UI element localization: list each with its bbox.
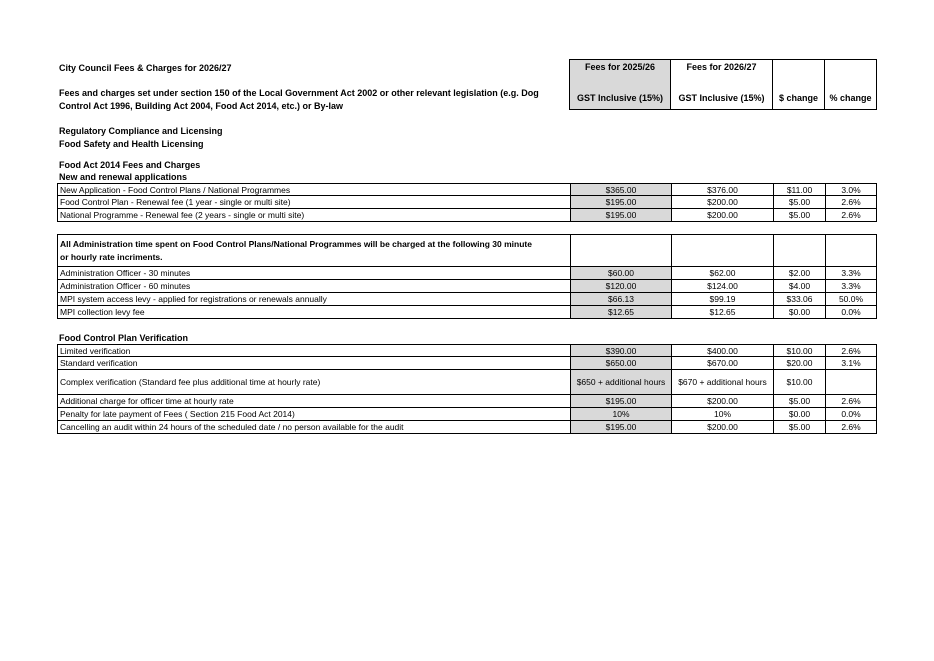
row-dollar-change: $10.00 bbox=[773, 345, 825, 356]
table-row bbox=[57, 357, 877, 370]
row-old-fee: 10% bbox=[570, 408, 671, 420]
row-new-fee: $12.65 bbox=[671, 306, 773, 318]
table-row bbox=[57, 183, 877, 196]
row-new-fee: $99.19 bbox=[671, 293, 773, 305]
row-pct-change: 3.3% bbox=[825, 280, 877, 292]
row-pct-change: 2.6% bbox=[825, 345, 877, 356]
row-pct-change: 50.0% bbox=[825, 293, 877, 305]
table-row bbox=[57, 370, 877, 395]
row-pct-change: 0.0% bbox=[825, 306, 877, 318]
row-description: National Programme - Renewal fee (2 years - single or multi site) bbox=[57, 209, 570, 221]
header-old-fees bbox=[569, 59, 671, 110]
admin-note-blank-old bbox=[570, 235, 671, 266]
row-description: MPI collection levy fee bbox=[57, 306, 570, 318]
row-description: Additional charge for officer time at hourly rate bbox=[57, 395, 570, 407]
row-dollar-change: $0.00 bbox=[773, 408, 825, 420]
admin-note-row bbox=[57, 234, 877, 267]
row-dollar-change: $5.00 bbox=[773, 196, 825, 208]
row-new-fee: $200.00 bbox=[671, 395, 773, 407]
row-description: Standard verification bbox=[57, 357, 570, 369]
table-row bbox=[57, 306, 877, 319]
row-new-fee: $376.00 bbox=[671, 184, 773, 195]
admin-note-blank-pct bbox=[825, 235, 877, 266]
section-heading-regulatory: Regulatory Compliance and Licensing bbox=[59, 126, 223, 136]
header-dollar-change-label: $ change bbox=[778, 93, 818, 103]
row-new-fee: $62.00 bbox=[671, 267, 773, 279]
row-new-fee: 10% bbox=[671, 408, 773, 420]
header-pct-change bbox=[824, 59, 877, 110]
row-pct-change: 2.6% bbox=[825, 209, 877, 221]
section-heading-food-safety: Food Safety and Health Licensing bbox=[59, 139, 204, 149]
row-pct-change: 3.3% bbox=[825, 267, 877, 279]
admin-note-line2: or hourly rate incriments. bbox=[60, 252, 163, 262]
table-row bbox=[57, 280, 877, 293]
row-old-fee: $650 + additional hours bbox=[570, 370, 671, 394]
table-row bbox=[57, 395, 877, 408]
table-row bbox=[57, 196, 877, 209]
row-new-fee: $670 + additional hours bbox=[671, 370, 773, 394]
row-old-fee: $195.00 bbox=[570, 209, 671, 221]
row-old-fee: $60.00 bbox=[570, 267, 671, 279]
row-old-fee: $650.00 bbox=[570, 357, 671, 369]
admin-note-blank-new bbox=[671, 235, 773, 266]
row-description: Administration Officer - 30 minutes bbox=[57, 267, 570, 279]
row-old-fee: $195.00 bbox=[570, 421, 671, 433]
row-old-fee: $365.00 bbox=[570, 184, 671, 195]
row-description: MPI system access levy - applied for registrations or renewals annually bbox=[57, 293, 570, 305]
row-description: Cancelling an audit within 24 hours of the scheduled date / no person available for the audit bbox=[57, 421, 570, 433]
row-dollar-change: $5.00 bbox=[773, 395, 825, 407]
row-new-fee: $200.00 bbox=[671, 196, 773, 208]
table-row bbox=[57, 267, 877, 280]
row-description: Limited verification bbox=[57, 345, 570, 356]
row-old-fee: $390.00 bbox=[570, 345, 671, 356]
row-dollar-change: $5.00 bbox=[773, 421, 825, 433]
table-row bbox=[57, 209, 877, 222]
page-title: City Council Fees & Charges for 2026/27 bbox=[59, 63, 232, 73]
row-description: New Application - Food Control Plans / National Programmes bbox=[57, 184, 570, 195]
row-pct-change: 3.1% bbox=[825, 357, 877, 369]
header-old-fees-label: Fees for 2025/26 bbox=[584, 62, 656, 72]
table-row bbox=[57, 421, 877, 434]
row-dollar-change: $20.00 bbox=[773, 357, 825, 369]
row-new-fee: $200.00 bbox=[671, 421, 773, 433]
row-old-fee: $195.00 bbox=[570, 395, 671, 407]
header-dollar-change bbox=[772, 59, 825, 110]
table-row bbox=[57, 408, 877, 421]
admin-note bbox=[57, 235, 570, 266]
row-dollar-change: $5.00 bbox=[773, 209, 825, 221]
table-row bbox=[57, 293, 877, 306]
header-new-fees-label: Fees for 2026/27 bbox=[686, 62, 757, 72]
section-heading-food-act: Food Act 2014 Fees and Charges bbox=[59, 160, 201, 170]
table-row bbox=[57, 344, 877, 357]
row-dollar-change: $0.00 bbox=[773, 306, 825, 318]
row-pct-change: 2.6% bbox=[825, 421, 877, 433]
row-dollar-change: $11.00 bbox=[773, 184, 825, 195]
row-pct-change: 2.6% bbox=[825, 196, 877, 208]
row-pct-change: 2.6% bbox=[825, 395, 877, 407]
row-pct-change bbox=[825, 370, 877, 394]
section-heading-verification: Food Control Plan Verification bbox=[59, 333, 189, 343]
row-old-fee: $120.00 bbox=[570, 280, 671, 292]
row-new-fee: $200.00 bbox=[671, 209, 773, 221]
row-old-fee: $195.00 bbox=[570, 196, 671, 208]
admin-note-line1: All Administration time spent on Food Control Plans/National Programmes will be charged at the following 30 minute bbox=[60, 239, 532, 249]
row-new-fee: $670.00 bbox=[671, 357, 773, 369]
row-description: Penalty for late payment of Fees ( Section 215 Food Act 2014) bbox=[57, 408, 570, 420]
row-description: Food Control Plan - Renewal fee (1 year - single or multi site) bbox=[57, 196, 570, 208]
row-dollar-change: $4.00 bbox=[773, 280, 825, 292]
legislation-note-line2: Control Act 1996, Building Act 2004, Food Act 2014, etc.) or By-law bbox=[59, 101, 344, 111]
header-new-gst-label: GST Inclusive (15%) bbox=[678, 93, 765, 103]
row-dollar-change: $2.00 bbox=[773, 267, 825, 279]
row-new-fee: $400.00 bbox=[671, 345, 773, 356]
section-heading-new-renewal: New and renewal applications bbox=[59, 172, 188, 182]
row-dollar-change: $33.06 bbox=[773, 293, 825, 305]
row-new-fee: $124.00 bbox=[671, 280, 773, 292]
header-old-gst-label: GST Inclusive (15%) bbox=[576, 93, 664, 103]
admin-note-blank-dollar bbox=[773, 235, 825, 266]
legislation-note-line1: Fees and charges set under section 150 of the Local Government Act 2002 or other relevant legislation (e.g. Dog bbox=[59, 88, 539, 98]
row-pct-change: 0.0% bbox=[825, 408, 877, 420]
header-pct-change-label: % change bbox=[829, 93, 872, 103]
header-new-fees bbox=[670, 59, 773, 110]
row-old-fee: $66.13 bbox=[570, 293, 671, 305]
row-pct-change: 3.0% bbox=[825, 184, 877, 195]
row-old-fee: $12.65 bbox=[570, 306, 671, 318]
row-description: Complex verification (Standard fee plus additional time at hourly rate) bbox=[57, 370, 570, 394]
row-dollar-change: $10.00 bbox=[773, 370, 825, 394]
row-description: Administration Officer - 60 minutes bbox=[57, 280, 570, 292]
